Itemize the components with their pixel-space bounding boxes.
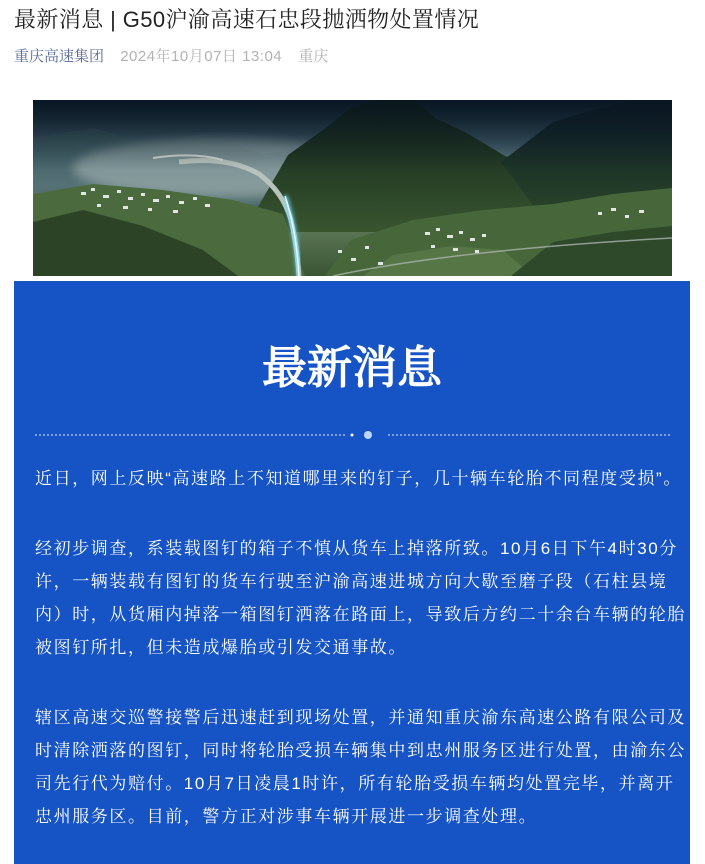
banner-photo	[33, 100, 672, 276]
notice-heading: 最新消息	[261, 342, 442, 393]
publish-location: 重庆	[298, 48, 329, 65]
divider-dot-small	[351, 434, 354, 437]
banner-image	[33, 100, 672, 276]
divider-dot-large	[364, 431, 372, 439]
notice-box	[14, 281, 690, 864]
notice-paragraph: 近日，网上反映“高速路上不知道哪里来的钉子，几十辆车轮胎不同程度受损”。	[35, 469, 682, 488]
author-link[interactable]: 重庆高速集团	[14, 48, 105, 65]
notice-body	[35, 462, 687, 864]
notice-paragraph: 经初步调查，系装载图钉的箱子不慎从货车上掉落所致。10月6日下午4时30分许，一辆装载有图钉的货车行驶至沪渝高速进城方向大歇至磨子段（石柱县境内）时，从货厢内掉落一箱图钉洒落在路面上，导致后方约二十余台车辆的轮胎被图钉所扎，但未造成爆胎或引发交通事故。	[35, 539, 686, 657]
article-meta	[14, 46, 340, 68]
notice-paragraph: 辖区高速交巡警接警后迅速赶到现场处置，并通知重庆渝东高速公路有限公司及时清除洒落的图钉，同时将轮胎受损车辆集中到忠州服务区进行处置，由渝东公司先行代为赔付。10月7日凌晨1时许，所有轮胎受损车辆均处置完毕，并离开忠州服务区。目前，警方正对涉事车辆开展进一步调查处理。	[35, 708, 686, 826]
publish-time: 2024年10月07日 13:04	[120, 48, 283, 65]
article-title: 最新消息 | G50沪渝高速石忠段抛洒物处置情况	[14, 7, 480, 32]
notice-divider	[14, 430, 690, 440]
